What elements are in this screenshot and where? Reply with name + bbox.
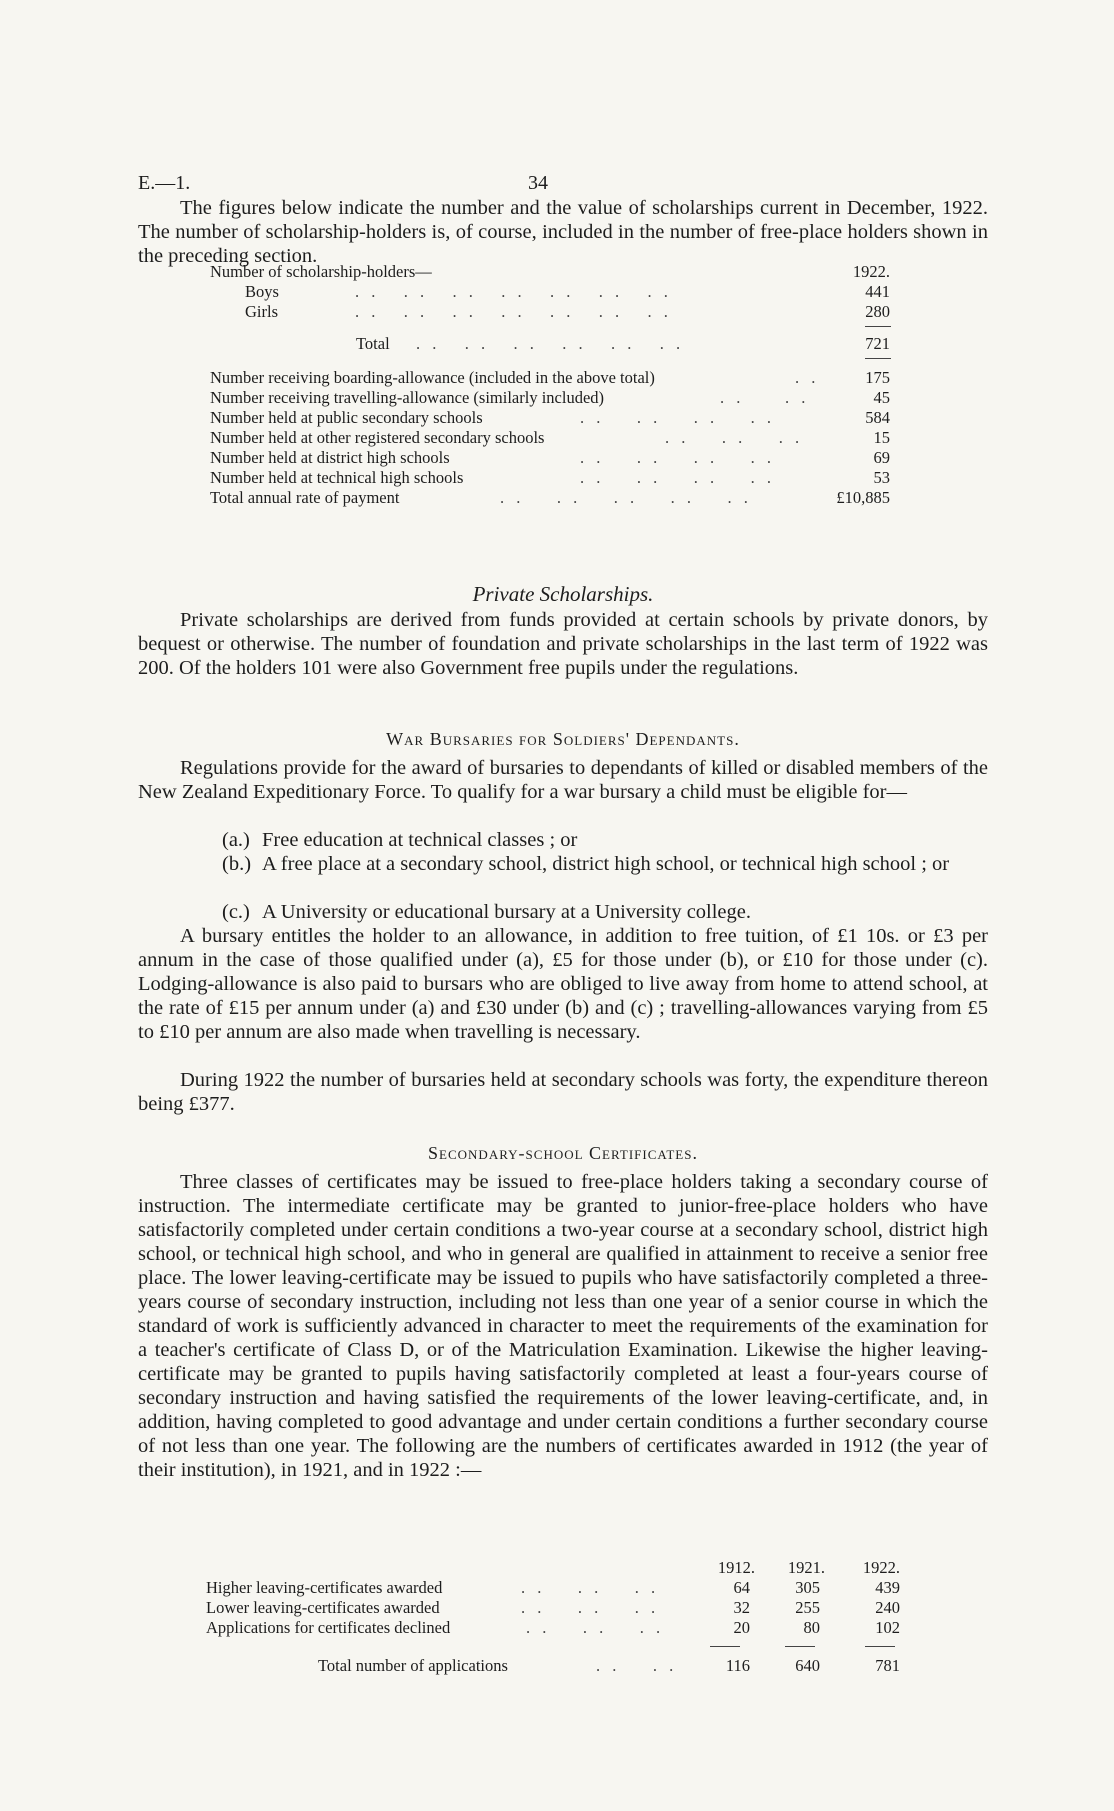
list-marker: (c.) xyxy=(222,901,250,923)
detail-label: Number held at district high schools xyxy=(210,448,450,467)
row-value: 64 xyxy=(733,1578,750,1597)
detail-label: Number held at technical high schools xyxy=(210,468,464,487)
total-rule-bottom xyxy=(865,358,891,359)
year-header: 1922. xyxy=(852,262,890,281)
certs-paragraph: Three classes of certificates may be issued to free-place holders taking a secondary course of instruction. The intermediate certificate may be granted to junior-free-place holders who have satisfactorily completed under certain conditions a two-year course at a secondary school, district high school, or technical high school, and who in general are qualified in attainment to receive a senior free place. The lower leaving-certificate may be issued to pupils who have satisfactorily completed a three-years course of secondary instruction, including not less than one year of a senior course in which the standard of work is sufficiently advanced in character to meet the requirements of the examination for a teacher's certificate of Class D, or of the Matriculation Examination. Likewise the higher leaving-certificate may be granted to pupils having satisfactorily completed at least a four-years course of secondary instruction and having satisfied the requirements of the lower leaving-certificate, and, in addition, having completed to good advantage and under certain conditions a further secondary course of not less than one year. The following are the numbers of certificates awarded in 1912 (the year of their institution), in 1921, and in 1922 :— xyxy=(138,1171,988,1481)
total-value: 781 xyxy=(875,1656,900,1675)
total-rule xyxy=(865,1646,895,1647)
leader-dots: . . . . . . xyxy=(526,1618,665,1637)
list-text: A free place at a secondary school, district high school, or technical high school ; or xyxy=(262,853,950,875)
detail-row xyxy=(210,388,890,408)
detail-row xyxy=(210,488,890,508)
war-intro-paragraph: Regulations provide for the award of bursaries to dependants of killed or disabled members of the New Zealand Expeditionary Force. To qualify for a war bursary a child must be eligible for— xyxy=(138,757,988,803)
row-label: Girls xyxy=(245,302,278,321)
total-value: 721 xyxy=(865,334,890,353)
detail-label: Total annual rate of payment xyxy=(210,488,400,507)
leader-dots: . . . . . . . . . . xyxy=(500,488,752,507)
leader-dots: . . . . . . . . . . . . . . xyxy=(355,302,672,321)
row-value: 32 xyxy=(733,1598,750,1617)
leader-dots: . . . . xyxy=(596,1656,678,1675)
detail-row xyxy=(210,368,890,388)
detail-label: Number receiving boarding-allowance (included in the above total) xyxy=(210,368,655,387)
leader-dots: . . . . . . . . . . . . . . xyxy=(355,282,672,301)
row-value: 305 xyxy=(795,1578,820,1597)
detail-label: Number held at public secondary schools xyxy=(210,408,483,427)
total-value: 116 xyxy=(725,1656,750,1675)
list-text: A University or educational bursary at a University college. xyxy=(262,901,752,923)
detail-value: 45 xyxy=(873,388,890,407)
total-rule xyxy=(785,1646,815,1647)
table-row xyxy=(206,1578,900,1598)
detail-value: 584 xyxy=(865,408,890,427)
row-value: 80 xyxy=(803,1618,820,1637)
list-marker: (a.) xyxy=(222,829,250,851)
private-paragraph: Private scholarships are derived from funds provided at certain schools by private donors, by bequest or otherwise. The number of foundation and private scholarships in the last term of 1922 was 200. Of the holders 101 were also Government free pupils under the regulations. xyxy=(138,609,988,679)
total-label: Total xyxy=(356,334,390,353)
total-value: 640 xyxy=(795,1656,820,1675)
detail-value: 69 xyxy=(873,448,890,467)
war-paragraph-3: During 1922 the number of bursaries held at secondary schools was forty, the expenditure thereon being £377. xyxy=(138,1069,988,1115)
table-row xyxy=(245,302,890,322)
table-row xyxy=(206,1598,900,1618)
list-item xyxy=(222,828,988,852)
detail-row xyxy=(210,408,890,428)
intro-paragraph: The figures below indicate the number and the value of scholarships current in December, 1922. The number of scholarship-holders is, of course, included in the number of free-place holders shown in the preceding section. xyxy=(138,197,988,267)
list-item xyxy=(222,852,988,876)
row-value: 20 xyxy=(733,1618,750,1637)
leader-dots: . . . . . . . . xyxy=(580,408,775,427)
leader-dots: . . . . . . xyxy=(521,1578,660,1597)
war-paragraph-2: A bursary entitles the holder to an allowance, in addition to free tuition, of £1 10s. or £3 per annum in the case of those qualified under (a), £5 for those under (b), or £10 for those under (c). Lodging-allowance is also paid to bursars who are obliged to live away from home to attend school, at the rate of £15 per annum under (a) and £30 under (b) and (c) ; travelling-allowances varying from £5 to £10 per annum are also made when travelling is necessary. xyxy=(138,925,988,1043)
year-header: 1922. xyxy=(862,1558,900,1577)
table-header-row xyxy=(700,1558,900,1578)
leader-dots: . . . . xyxy=(720,388,810,407)
leader-dots: . . . . . . . . xyxy=(580,468,775,487)
row-value: 102 xyxy=(875,1618,900,1637)
detail-label: Number receiving travelling-allowance (similarly included) xyxy=(210,388,605,407)
row-value: 240 xyxy=(875,1598,900,1617)
total-row xyxy=(356,334,890,354)
detail-row xyxy=(210,428,890,448)
table-row xyxy=(206,1618,900,1638)
document-code: E.—1. xyxy=(138,172,191,194)
detail-value: 175 xyxy=(865,368,890,387)
detail-value: 15 xyxy=(873,428,890,447)
row-label: Lower leaving-certificates awarded xyxy=(206,1598,440,1617)
list-item xyxy=(222,900,988,924)
total-label: Total number of applications xyxy=(318,1656,508,1675)
leader-dots: . . . . . . xyxy=(521,1598,660,1617)
list-marker: (b.) xyxy=(222,853,252,875)
year-header: 1921. xyxy=(787,1558,825,1577)
row-value: 441 xyxy=(865,282,890,301)
total-rule xyxy=(710,1646,740,1647)
leader-dots: . . xyxy=(795,368,820,387)
detail-value: 53 xyxy=(873,468,890,487)
private-heading: Private Scholarships. xyxy=(472,582,654,606)
table-title: Number of scholarship-holders— xyxy=(210,262,432,281)
certs-heading: Secondary-school Certificates. xyxy=(428,1143,698,1163)
leader-dots: . . . . . . . . xyxy=(580,448,775,467)
row-value: 280 xyxy=(865,302,890,321)
table-row xyxy=(245,282,890,302)
year-header: 1912. xyxy=(717,1558,755,1577)
leader-dots: . . . . . . xyxy=(665,428,804,447)
war-heading: War Bursaries for Soldiers' Dependants. xyxy=(386,729,740,749)
detail-label: Number held at other registered secondary schools xyxy=(210,428,545,447)
list-text: Free education at technical classes ; or xyxy=(262,829,578,851)
total-rule xyxy=(865,326,891,327)
row-label: Higher leaving-certificates awarded xyxy=(206,1578,443,1597)
detail-row xyxy=(210,468,890,488)
row-label: Boys xyxy=(245,282,279,301)
total-row xyxy=(206,1656,900,1676)
table-title-row xyxy=(210,262,890,282)
leader-dots: . . . . . . . . . . . . xyxy=(416,334,685,353)
detail-value: £10,885 xyxy=(836,488,890,507)
detail-row xyxy=(210,448,890,468)
row-value: 255 xyxy=(795,1598,820,1617)
page-number: 34 xyxy=(528,172,548,194)
row-label: Applications for certificates declined xyxy=(206,1618,451,1637)
row-value: 439 xyxy=(875,1578,900,1597)
